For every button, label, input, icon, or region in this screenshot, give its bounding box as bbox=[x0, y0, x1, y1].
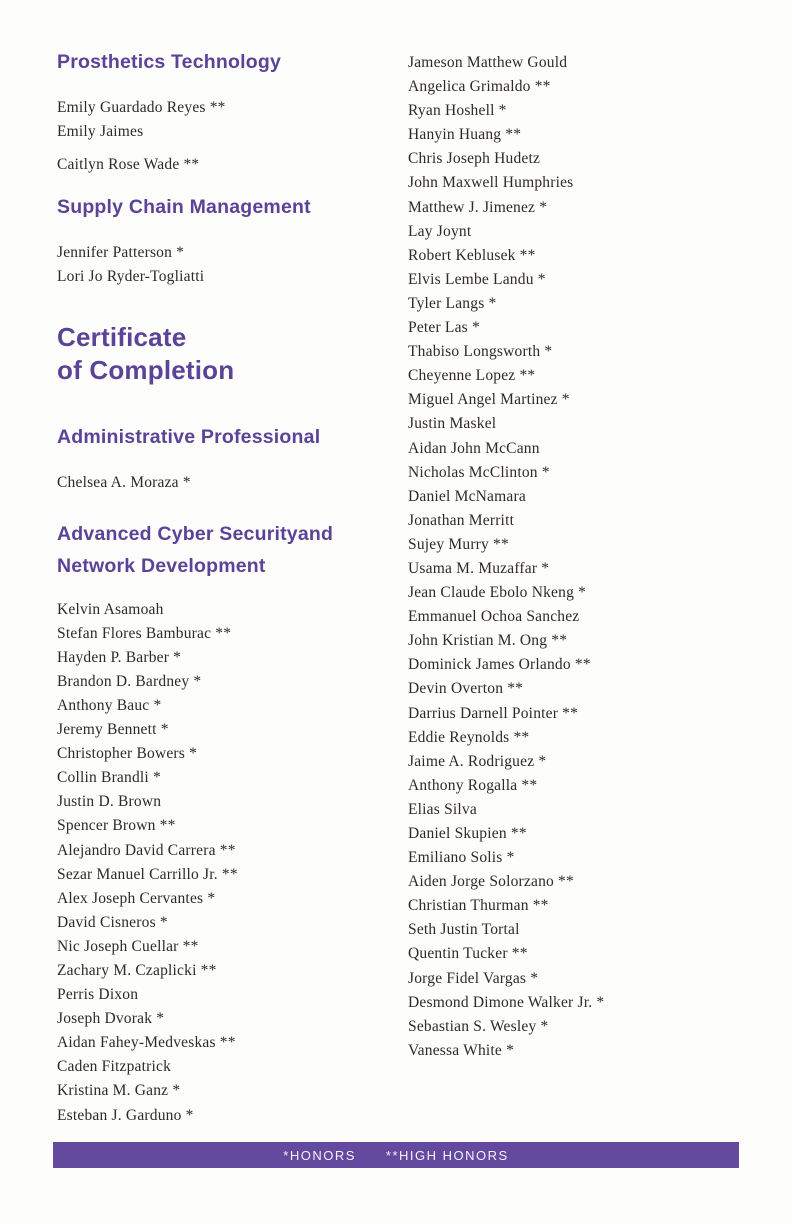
graduate-name: Jeremy Bennett * bbox=[57, 721, 169, 739]
graduate-name: Robert Keblusek ** bbox=[408, 246, 536, 264]
graduate-name: Thabiso Longsworth * bbox=[408, 343, 553, 361]
graduate-name: Esteban J. Garduno * bbox=[57, 1106, 194, 1124]
graduate-name: Aiden Jorge Solorzano ** bbox=[408, 873, 574, 891]
section-heading-line: Prosthetics Technology bbox=[57, 51, 281, 73]
right-column bbox=[408, 51, 758, 1063]
graduate-name: Daniel Skupien ** bbox=[408, 825, 527, 842]
section-heading-line: Advanced Cyber Securityand bbox=[57, 522, 334, 545]
graduate-name: John Maxwell Humphries bbox=[408, 174, 574, 192]
name-group bbox=[57, 241, 392, 289]
graduate-name: Kelvin Asamoah bbox=[57, 600, 164, 618]
graduate-name: Collin Brandli * bbox=[57, 769, 161, 787]
graduate-name: Devin Overton ** bbox=[408, 680, 524, 698]
graduate-name: Usama M. Muzaffar * bbox=[408, 559, 550, 577]
graduate-name: Christian Thurman ** bbox=[408, 897, 549, 915]
graduate-name: Desmond Dimone Walker Jr. * bbox=[408, 993, 605, 1011]
honors-legend-label: *HONORS bbox=[283, 1147, 356, 1163]
graduate-name: Christopher Bowers * bbox=[57, 745, 198, 763]
graduate-name: Sebastian S. Wesley * bbox=[408, 1017, 549, 1035]
graduate-name: Jennifer Patterson * bbox=[57, 244, 185, 262]
graduate-name: Brandon D. Bardney * bbox=[57, 672, 202, 690]
section-heading-line: Supply Chain Management bbox=[57, 196, 311, 219]
graduate-name: Matthew J. Jimenez * bbox=[408, 198, 548, 216]
graduate-name: Cheyenne Lopez ** bbox=[408, 367, 536, 385]
graduate-name: Joseph Dvorak * bbox=[57, 1010, 165, 1028]
graduate-name: Ryan Hoshell * bbox=[408, 102, 507, 120]
graduate-name: Caden Fitzpatrick bbox=[57, 1058, 172, 1076]
graduate-name: Jean Claude Ebolo Nkeng * bbox=[408, 584, 587, 602]
graduate-name: Alejandro David Carrera ** bbox=[57, 841, 236, 859]
graduate-name: Eddie Reynolds ** bbox=[408, 728, 530, 746]
graduate-name: Peter Las * bbox=[408, 319, 480, 337]
left-column bbox=[57, 50, 392, 1128]
graduate-name: Tyler Langs * bbox=[408, 294, 497, 312]
graduate-name: Emily Jaimes bbox=[57, 123, 144, 141]
graduate-name: Angelica Grimaldo ** bbox=[408, 78, 551, 96]
section-heading-line: Network Development bbox=[57, 554, 266, 577]
graduate-name: Sezar Manuel Carrillo Jr. ** bbox=[57, 865, 238, 883]
graduate-name: Anthony Bauc * bbox=[57, 696, 162, 714]
graduate-name: Emily Guardado Reyes ** bbox=[57, 99, 226, 116]
name-group bbox=[57, 598, 392, 1128]
honors-legend-bar bbox=[53, 1142, 739, 1168]
graduate-name: Aidan Fahey-Medveskas ** bbox=[57, 1034, 236, 1052]
graduate-name: Jaime A. Rodriguez * bbox=[408, 752, 547, 770]
graduate-name: Sujey Murry ** bbox=[408, 535, 509, 553]
graduate-name: Justin D. Brown bbox=[57, 793, 162, 811]
name-group bbox=[57, 96, 392, 144]
graduate-name: Hayden P. Barber * bbox=[57, 648, 182, 666]
section-supply-chain-management bbox=[57, 195, 392, 289]
graduate-name: Jonathan Merritt bbox=[408, 511, 515, 529]
section-prosthetics-technology bbox=[57, 50, 392, 177]
graduate-name: Lay Joynt bbox=[408, 222, 472, 240]
graduate-name: Perris Dixon bbox=[57, 986, 139, 1004]
graduate-name: Quentin Tucker ** bbox=[408, 945, 528, 963]
name-group bbox=[57, 471, 392, 495]
graduate-name: Jameson Matthew Gould bbox=[408, 54, 568, 71]
name-group bbox=[57, 153, 392, 177]
graduate-name: Elias Silva bbox=[408, 800, 477, 818]
graduate-name: Dominick James Orlando ** bbox=[408, 656, 591, 674]
graduate-name: Vanessa White * bbox=[408, 1041, 515, 1059]
graduate-name: Chelsea A. Moraza * bbox=[57, 474, 191, 492]
graduate-name: Hanyin Huang ** bbox=[408, 126, 522, 144]
section-certificate-of-completion bbox=[57, 321, 392, 387]
section-administrative-professional bbox=[57, 425, 392, 495]
graduate-name: Stefan Flores Bamburac ** bbox=[57, 624, 232, 642]
graduate-name: Jorge Fidel Vargas * bbox=[408, 969, 539, 987]
graduate-name: Aidan John McCann bbox=[408, 439, 540, 457]
graduate-name: Emmanuel Ochoa Sanchez bbox=[408, 608, 580, 626]
title-line: of Completion bbox=[57, 355, 235, 386]
graduate-name: Kristina M. Ganz * bbox=[57, 1082, 181, 1100]
section-heading-advanced-cyber-security bbox=[57, 518, 392, 582]
graduate-name: Caitlyn Rose Wade ** bbox=[57, 156, 200, 174]
graduate-name: Justin Maskel bbox=[408, 415, 497, 433]
graduate-name: David Cisneros * bbox=[57, 913, 168, 931]
section-heading-administrative-professional bbox=[57, 425, 392, 449]
graduate-name: Seth Justin Tortal bbox=[408, 921, 520, 939]
graduate-name: Anthony Rogalla ** bbox=[408, 776, 538, 794]
section-heading-line: Administrative Professional bbox=[57, 426, 321, 449]
graduate-name: Nicholas McClinton * bbox=[408, 463, 550, 481]
section-advanced-cyber-security bbox=[57, 518, 392, 1128]
graduate-name: Chris Joseph Hudetz bbox=[408, 150, 541, 168]
graduate-name: John Kristian M. Ong ** bbox=[408, 632, 568, 650]
graduate-name: Nic Joseph Cuellar ** bbox=[57, 937, 199, 955]
title-line: Certificate bbox=[57, 322, 187, 353]
section-heading-prosthetics-technology bbox=[57, 50, 392, 74]
high-honors-legend-label: **HIGH HONORS bbox=[385, 1147, 509, 1163]
graduate-name: Zachary M. Czaplicki ** bbox=[57, 961, 217, 979]
certificate-of-completion-title bbox=[57, 321, 392, 387]
graduate-name: Elvis Lembe Landu * bbox=[408, 270, 546, 288]
graduate-name: Miguel Angel Martinez * bbox=[408, 391, 570, 409]
graduate-name: Emiliano Solis * bbox=[408, 849, 515, 867]
graduate-name: Alex Joseph Cervantes * bbox=[57, 889, 216, 907]
section-heading-supply-chain-management bbox=[57, 195, 392, 219]
graduate-name: Spencer Brown ** bbox=[57, 817, 176, 835]
graduate-name: Lori Jo Ryder-Togliatti bbox=[57, 268, 205, 286]
graduate-name: Daniel McNamara bbox=[408, 487, 526, 505]
graduate-name: Darrius Darnell Pointer ** bbox=[408, 704, 579, 722]
